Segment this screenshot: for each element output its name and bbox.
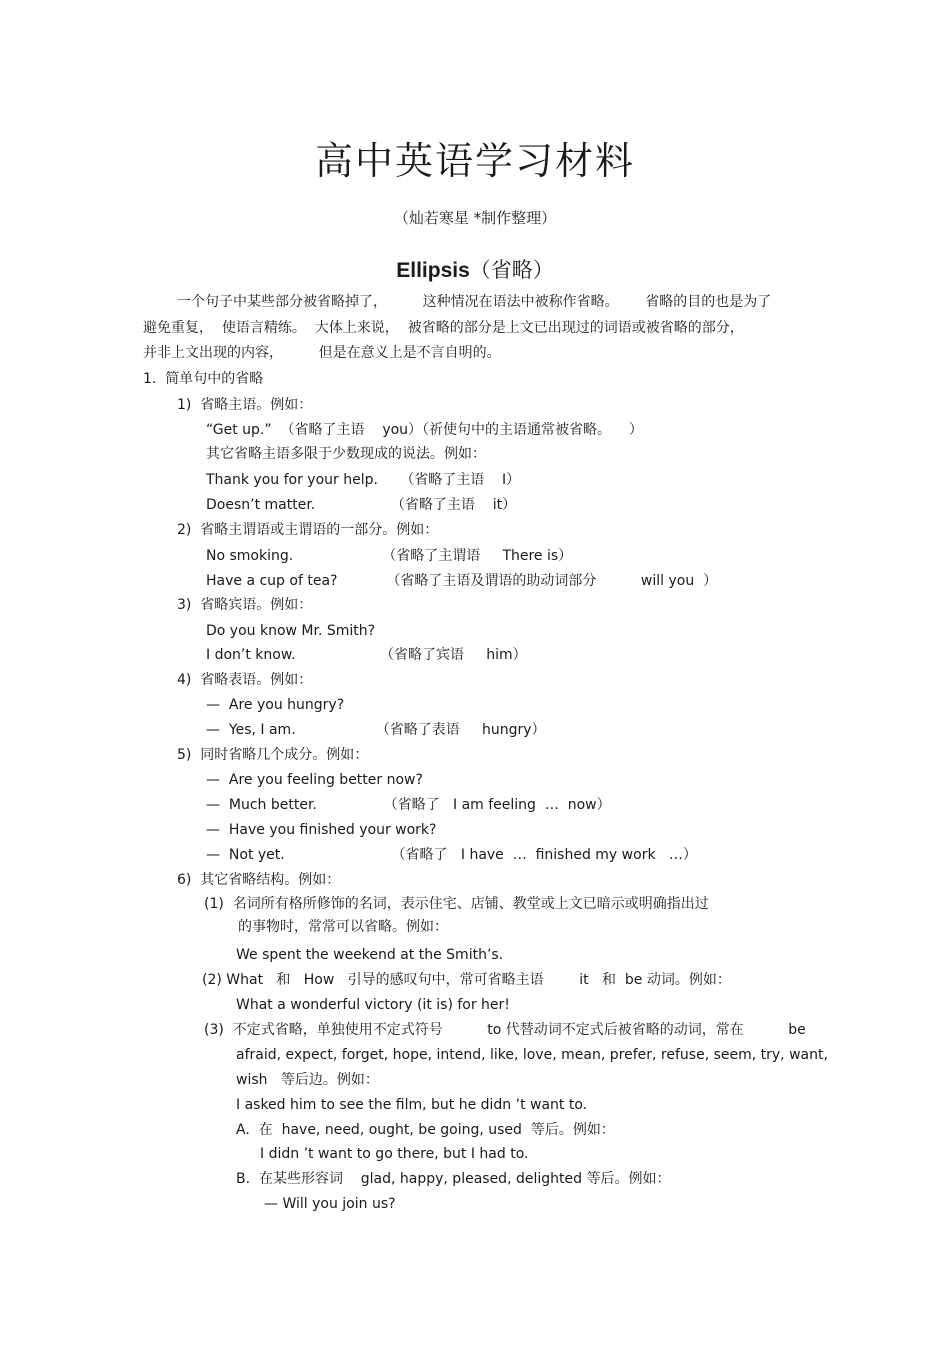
item-3-example-b: I don’t know. （省略了宾语 him） <box>206 647 527 663</box>
sub-3-point-a-example: I didn ’t want to go there, but I had to. <box>260 1146 529 1162</box>
section-title-cn: （省略） <box>469 258 554 282</box>
item-5-example-c: — Have you finished your work? <box>206 822 437 838</box>
sub-3-point-b: B. 在某些形容词 glad, happy, pleased, delighted 等后。例如： <box>236 1171 671 1187</box>
document-title: 高中英语学习材料 <box>314 139 635 183</box>
item-5-example-b: — Much better. （省略了 I am feeling … now） <box>206 797 611 813</box>
intro-line-1: 一个句子中某些部分被省略掉了， 这种情况在语法中被称作省略。 省略的目的也是为了 <box>177 294 772 310</box>
item-2-heading: 2) 省略主谓语或主谓语的一部分。例如： <box>177 522 439 538</box>
item-5-heading: 5) 同时省略几个成分。例如： <box>177 747 369 763</box>
item-1-example-b: Thank you for your help. （省略了主语 I） <box>206 472 521 488</box>
heading-simple-ellipsis: 1. 简单句中的省略 <box>143 371 264 387</box>
item-4-example-b: — Yes, I am. （省略了表语 hungry） <box>206 722 546 738</box>
sub-3-text-b: afraid, expect, forget, hope, intend, like, love, mean, prefer, refuse, seem, try, want, <box>236 1047 828 1063</box>
intro-line-3: 并非上文出现的内容， 但是在意义上是不言自明的。 <box>143 345 501 361</box>
item-1-heading: 1) 省略主语。例如： <box>177 397 313 413</box>
sub-1-text-b: 的事物时，常常可以省略。例如： <box>238 919 448 935</box>
item-1-note: 其它省略主语多限于少数现成的说法。例如： <box>206 446 486 462</box>
sub-1-text-a: (1) 名词所有格所修饰的名词，表示住宅、店铺、教堂或上文已暗示或明确指出过 <box>204 896 709 912</box>
section-title <box>0 256 950 285</box>
sub-3-text-c: wish 等后边。例如： <box>236 1072 379 1088</box>
item-4-example-a: — Are you hungry? <box>206 697 345 713</box>
document-subtitle: （灿若寒星 *制作整理） <box>393 209 557 227</box>
item-1-example-c: Doesn’t matter. （省略了主语 it） <box>206 497 517 513</box>
item-4-heading: 4) 省略表语。例如： <box>177 672 313 688</box>
sub-1-example: We spent the weekend at the Smith’s. <box>236 947 504 963</box>
item-3-example-a: Do you know Mr. Smith? <box>206 623 376 639</box>
sub-3-example: I asked him to see the film, but he didn ’t want to. <box>236 1097 588 1113</box>
item-5-example-d: — Not yet. （省略了 I have … finished my work …） <box>206 847 697 863</box>
section-title-en: Ellipsis <box>396 259 470 282</box>
sub-2-text: (2) What 和 How 引导的感叹句中，常可省略主语 it 和 be 动词。例如： <box>202 972 731 988</box>
item-5-example-a: — Are you feeling better now? <box>206 772 423 788</box>
sub-3-point-b-example: — Will you join us? <box>264 1196 396 1212</box>
item-6-heading: 6) 其它省略结构。例如： <box>177 872 341 888</box>
item-2-example-b: Have a cup of tea? （省略了主语及谓语的助动词部分 will you ） <box>206 573 718 589</box>
intro-line-2: 避免重复， 使语言精练。 大体上来说， 被省略的部分是上文已出现过的词语或被省略的部分， <box>143 320 744 336</box>
item-1-example-a: “Get up.” （省略了主语 you）（祈使句中的主语通常被省略。 ） <box>206 422 643 438</box>
sub-3-text-a: (3) 不定式省略，单独使用不定式符号 to 代替动词不定式后被省略的动词，常在 be <box>204 1022 806 1038</box>
item-2-example-a: No smoking. （省略了主谓语 There is） <box>206 548 573 564</box>
item-3-heading: 3) 省略宾语。例如： <box>177 597 313 613</box>
sub-2-example: What a wonderful victory (it is) for her! <box>236 997 510 1013</box>
sub-3-point-a: A. 在 have, need, ought, be going, used 等后。例如： <box>236 1122 615 1138</box>
